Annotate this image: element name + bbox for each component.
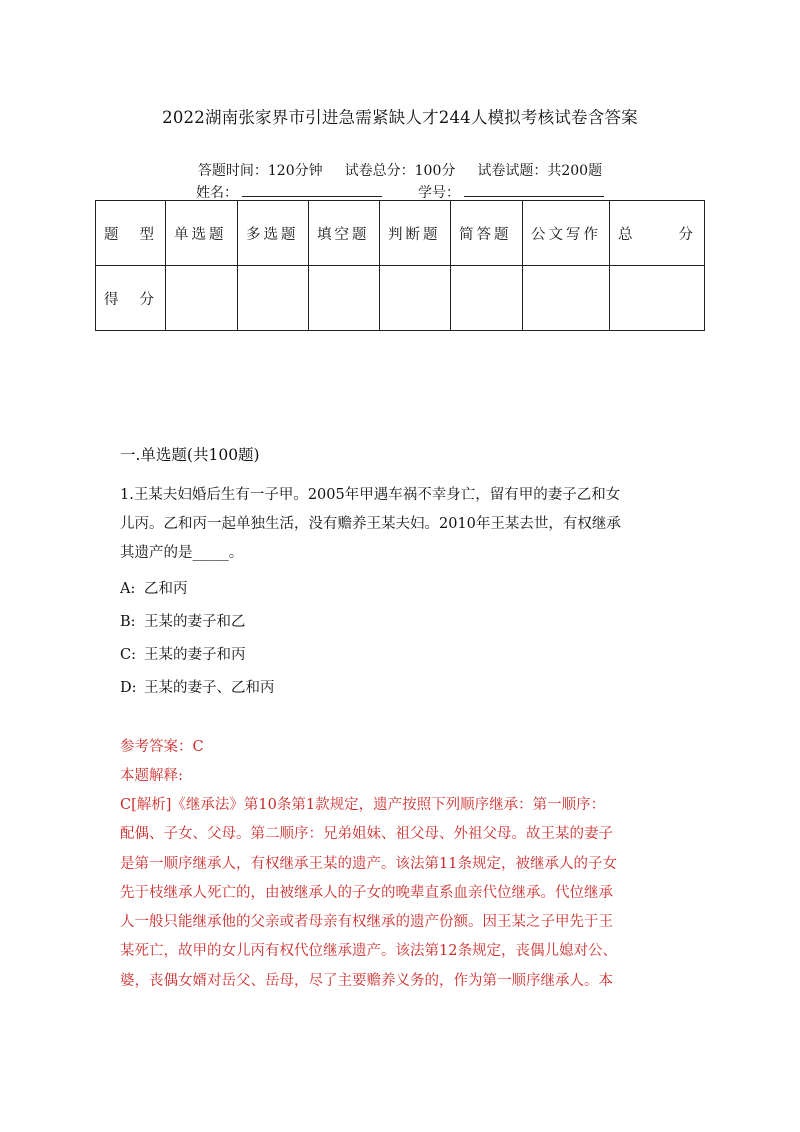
- explanation-text: [120, 791, 680, 996]
- name-blank[interactable]: [242, 184, 382, 197]
- question-line: 儿丙。乙和丙一起单独生活，没有赡养王某夫妇。2010年王某去世，有权继承: [120, 516, 621, 532]
- option-a[interactable]: [120, 573, 275, 606]
- id-blank[interactable]: [464, 184, 604, 197]
- explanation-line: 人一般只能继承他的父亲或者母亲有权继承的遗产份额。因王某之子甲先于王: [120, 914, 613, 931]
- document-title: 2022湖南张家界市引进急需紧缺人才244人模拟考核试卷含答案: [162, 108, 638, 127]
- exam-time: 答题时间：120分钟: [197, 163, 323, 179]
- option-text: 王某的妻子和乙: [144, 614, 246, 630]
- exam-total-score: 试卷总分：100分: [344, 163, 456, 179]
- student-info-line: [0, 182, 800, 202]
- question-line: 1.王某夫妇婚后生有一子甲。2005年甲遇车祸不幸身亡，留有甲的妻子乙和女: [120, 487, 621, 503]
- exam-total-questions: 试卷试题：共200题: [477, 163, 603, 179]
- score-table-score-row: [96, 266, 705, 331]
- score-cell: [523, 266, 610, 331]
- header-cell-true-false: 判断题: [380, 201, 451, 266]
- score-cell: [380, 266, 451, 331]
- header-cell-total: 总 分: [610, 201, 705, 266]
- header-cell-single-choice: 单选题: [166, 201, 238, 266]
- explanation-line: 婆，丧偶女婿对岳父、岳母，尽了主要赡养义务的，作为第一顺序继承人。本: [120, 972, 613, 989]
- exam-info-line: [0, 160, 800, 180]
- reference-answer: 参考答案：C: [120, 739, 204, 755]
- option-c[interactable]: [120, 639, 275, 672]
- header-cell-multiple-choice: 多选题: [238, 201, 309, 266]
- option-text: 王某的妻子和丙: [144, 647, 246, 663]
- header-cell-document-writing: 公文写作: [523, 201, 610, 266]
- id-label: 学号：: [418, 185, 460, 201]
- explanation-line: 某死亡，故甲的女儿丙有权代位继承遗产。该法第12条规定，丧偶儿媳对公、: [120, 943, 617, 960]
- header-cell-fill-blank: 填空题: [309, 201, 380, 266]
- header-cell-type: 题 型: [96, 201, 166, 266]
- header-cell-short-answer: 简答题: [451, 201, 523, 266]
- name-label: 姓名：: [196, 185, 238, 201]
- explanation-line: 是第一顺序继承人，有权继承王某的遗产。该法第11条规定，被继承人的子女: [120, 855, 617, 872]
- option-b[interactable]: [120, 606, 275, 639]
- explanation-line: 配偶、子女、父母。第二顺序：兄弟姐妹、祖父母、外祖父母。故王某的妻子: [120, 826, 613, 843]
- explanation-label: 本题解释:: [120, 768, 183, 784]
- explanation-line: 先于枝继承人死亡的，由被继承人的子女的晚辈直系血亲代位继承。代位继承: [120, 884, 613, 901]
- score-cell: [166, 266, 238, 331]
- score-cell: [610, 266, 705, 331]
- question-line: 其遗产的是_____。: [120, 545, 244, 561]
- answer-block: [120, 733, 204, 791]
- option-key: A:: [120, 581, 136, 597]
- option-key: C:: [120, 647, 136, 663]
- score-table: [95, 200, 705, 331]
- question-stem: [120, 481, 680, 568]
- score-cell: [309, 266, 380, 331]
- option-text: 乙和丙: [144, 581, 188, 597]
- option-d[interactable]: [120, 672, 275, 705]
- explanation-line: C[解析]《继承法》第10条第1款规定，遗产按照下列顺序继承：第一顺序：: [120, 797, 606, 813]
- option-key: D:: [120, 680, 137, 696]
- option-key: B:: [120, 614, 136, 630]
- score-cell: [451, 266, 523, 331]
- section-title: 一.单选题(共100题): [120, 446, 260, 464]
- score-table-header-row: [96, 201, 705, 266]
- score-row-label: 得 分: [96, 266, 166, 331]
- score-cell: [238, 266, 309, 331]
- option-text: 王某的妻子、乙和丙: [144, 680, 275, 696]
- question-options: [120, 573, 275, 705]
